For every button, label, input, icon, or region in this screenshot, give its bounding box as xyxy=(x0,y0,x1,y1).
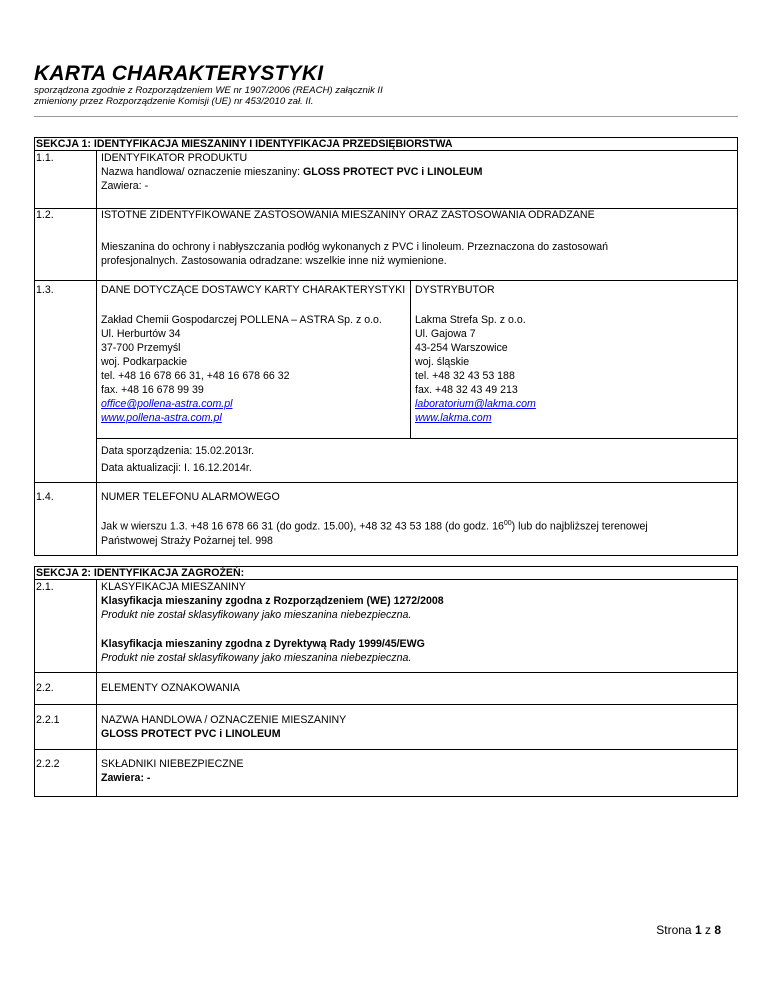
row-1-3-bottom xyxy=(34,482,738,483)
hazardous-components-heading: SKŁADNIKI NIEBEZPIECZNE xyxy=(101,758,244,770)
document-title: KARTA CHARAKTERYSTYKI xyxy=(34,62,324,85)
row-number-2-2-1: 2.2.1 xyxy=(36,714,60,726)
product-identifier-heading: IDENTYFIKATOR PRODUKTU xyxy=(101,152,248,164)
trade-name-label: Nazwa handlowa/ oznaczenie mieszaniny: xyxy=(101,166,303,178)
trade-name-block xyxy=(101,713,346,741)
row-2-2-1-bottom xyxy=(34,749,738,750)
subtitle-line-2: zmieniony przez Rozporządzenie Komisji (UE) nr 453/2010 zał. II. xyxy=(34,96,314,107)
section-1-title: SEKCJA 1: IDENTYFIKACJA MIESZANINY I IDENTYFIKACJA PRZEDSIĘBIORSTWA xyxy=(36,138,453,150)
product-identifier-block xyxy=(101,151,483,193)
date-created: Data sporządzenia: 15.02.2013r. xyxy=(101,445,255,457)
sec2-right-border xyxy=(737,566,738,797)
clp-classification-heading: Klasyfikacja mieszaniny zgodna z Rozporządzeniem (WE) 1272/2008 xyxy=(101,595,444,607)
uses-text-line-2: profesjonalnych. Zastosowania odradzane: wszelkie inne niż wymienione. xyxy=(101,255,447,267)
distributor-line: Ul. Gajowa 7 xyxy=(415,328,476,340)
supplier-line: fax. +48 16 678 99 39 xyxy=(101,384,204,396)
uses-text xyxy=(101,240,608,268)
sec2-col-divider xyxy=(96,579,97,797)
supplier-line: 37-700 Przemyśl xyxy=(101,342,181,354)
row-number-1-3: 1.3. xyxy=(36,284,54,296)
dpd-classification-block xyxy=(101,637,425,665)
distributor-email-link[interactable]: laboratorium@lakma.com xyxy=(415,398,536,410)
row-2-1-bottom xyxy=(34,672,738,673)
supplier-line: Ul. Herburtów 34 xyxy=(101,328,181,340)
clp-classification-text: Produkt nie został sklasyfikowany jako mieszanina niebezpieczna. xyxy=(101,609,412,621)
document-subtitle xyxy=(34,85,383,107)
page-number: Strona 1 z 8 xyxy=(656,923,721,937)
contacts-bottom xyxy=(96,438,738,439)
sec1-bottom-border xyxy=(34,555,738,556)
hazardous-components-block xyxy=(101,757,243,785)
sec2-left-border xyxy=(34,566,35,797)
row-1-2-bottom xyxy=(34,280,738,281)
dpd-classification-text: Produkt nie został sklasyfikowany jako mieszanina niebezpieczna. xyxy=(101,652,412,664)
trade-name-heading: NAZWA HANDLOWA / OZNACZENIE MIESZANINY xyxy=(101,714,347,726)
dpd-classification-heading: Klasyfikacja mieszaniny zgodna z Dyrektywą Rady 1999/45/EWG xyxy=(101,638,425,650)
distributor-heading: DYSTRYBUTOR xyxy=(415,284,495,296)
row-number-2-2-2: 2.2.2 xyxy=(36,758,60,770)
supplier-line: tel. +48 16 678 66 31, +48 16 678 66 32 xyxy=(101,370,290,382)
supplier-line: woj. Podkarpackie xyxy=(101,356,187,368)
row-number-1-1: 1.1. xyxy=(36,152,54,164)
sec2-bottom-border xyxy=(34,796,738,797)
labelling-elements-heading: ELEMENTY OZNAKOWANIA xyxy=(101,682,240,694)
classification-block xyxy=(101,580,444,622)
distributor-details xyxy=(415,313,536,425)
row-2-2-bottom xyxy=(34,704,738,705)
distributor-line: 43-254 Warszowice xyxy=(415,342,508,354)
emergency-phone-heading: NUMER TELEFONU ALARMOWEGO xyxy=(101,491,280,503)
section-2-title: SEKCJA 2: IDENTYFIKACJA ZAGROŻEŃ: xyxy=(36,567,245,579)
sec1-left-border xyxy=(34,137,35,556)
row-number-2-1: 2.1. xyxy=(36,581,54,593)
emergency-text-line-2: Państwowej Straży Pożarnej tel. 998 xyxy=(101,534,273,547)
distributor-line: Lakma Strefa Sp. z o.o. xyxy=(415,314,526,326)
row-number-2-2: 2.2. xyxy=(36,682,54,694)
distributor-line: woj. śląskie xyxy=(415,356,470,368)
supplier-website-link[interactable]: www.pollena-astra.com.pl xyxy=(101,412,222,424)
row-number-1-4: 1.4. xyxy=(36,491,54,503)
subtitle-line-1: sporządzona zgodnie z Rozporządzeniem WE nr 1907/2006 (REACH) załącznik II xyxy=(34,85,383,96)
supplier-heading: DANE DOTYCZĄCE DOSTAWCY KARTY CHARAKTERYSTYKI xyxy=(101,284,406,296)
current-page: 1 xyxy=(694,923,702,937)
uses-heading: ISTOTNE ZIDENTYFIKOWANE ZASTOSOWANIA MIESZANINY ORAZ ZASTOSOWANIA ODRADZANE xyxy=(101,209,595,221)
emergency-text-line-1: Jak w wierszu 1.3. +48 16 678 66 31 (do godz. 15.00), +48 32 43 53 188 (do godz. $16^{00}$) lub do najbliższej terenowej xyxy=(101,520,648,533)
contains-line: Zawiera: - xyxy=(101,180,149,192)
sec1-right-border xyxy=(737,137,738,556)
header-divider xyxy=(34,116,738,117)
total-pages: 8 xyxy=(714,923,721,937)
hazardous-contains: Zawiera: - xyxy=(101,772,151,784)
emergency-phone-text xyxy=(101,517,648,548)
distributor-line: fax. +48 32 43 49 213 xyxy=(415,384,518,396)
dates-block xyxy=(101,443,254,477)
date-updated: Data aktualizacji: I. 16.12.2014r. xyxy=(101,462,252,474)
supplier-details xyxy=(101,313,382,425)
supplier-line: Zakład Chemii Gospodarczej POLLENA – ASTRA Sp. z o.o. xyxy=(101,314,382,326)
distributor-website-link[interactable]: www.lakma.com xyxy=(415,412,492,424)
classification-heading: KLASYFIKACJA MIESZANINY xyxy=(101,581,246,593)
superscript-hours: 00 xyxy=(503,520,512,527)
row-number-1-2: 1.2. xyxy=(36,209,54,221)
supplier-distributor-divider xyxy=(410,280,411,438)
distributor-line: tel. +48 32 43 53 188 xyxy=(415,370,515,382)
trade-name-line xyxy=(101,165,483,179)
trade-name-value-2: GLOSS PROTECT PVC i LINOLEUM xyxy=(101,728,281,740)
uses-text-line-1: Mieszanina do ochrony i nabłyszczania podłóg wykonanych z PVC i linoleum. Przeznaczona do zastosowań xyxy=(101,241,609,253)
sec1-col-divider xyxy=(96,150,97,556)
supplier-email-link[interactable]: office@pollena-astra.com.pl xyxy=(101,398,233,410)
trade-name-value: GLOSS PROTECT PVC i LINOLEUM xyxy=(302,166,483,178)
